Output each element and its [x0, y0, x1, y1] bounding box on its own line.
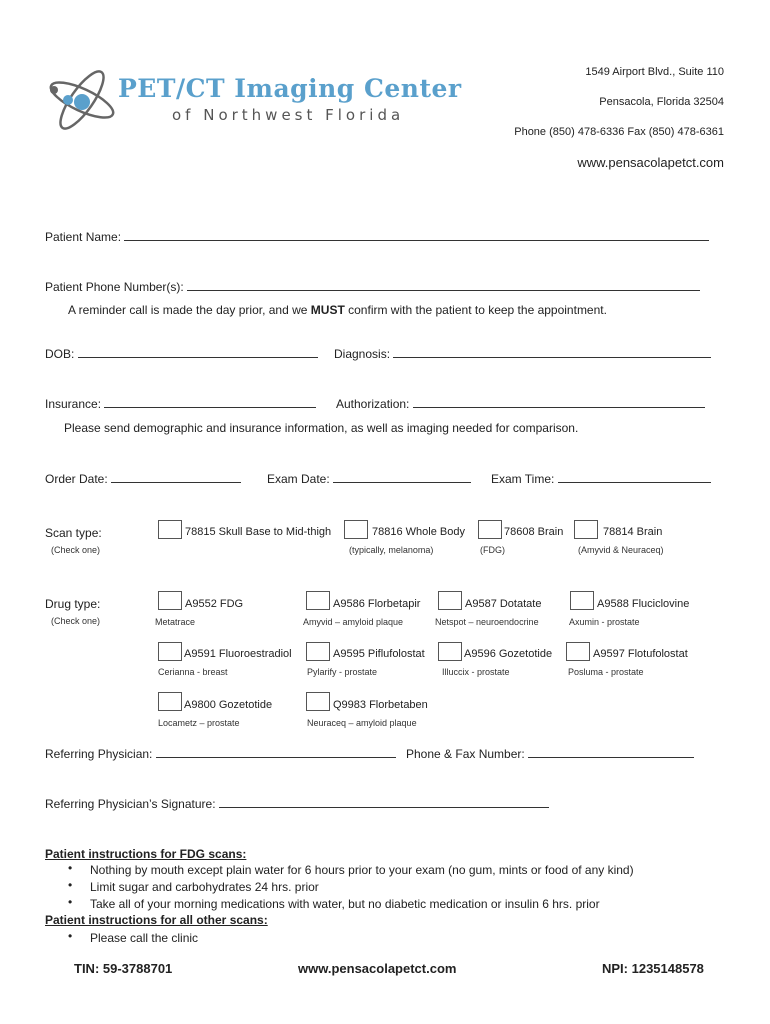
authorization-row: [336, 396, 705, 411]
insurance-row: [45, 396, 316, 411]
exam-time-label: Exam Time:: [491, 472, 555, 486]
brand-title: PET/CT Imaging Center: [118, 74, 462, 103]
drug-option-note: Posluma - prostate: [568, 667, 644, 677]
exam-date-row: [267, 471, 471, 486]
drug-option-note: Illuccix - prostate: [442, 667, 510, 677]
header-website: www.pensacolapetct.com: [577, 155, 724, 170]
drug-option-label: Q9983 Florbetaben: [333, 699, 428, 711]
dob-label: DOB:: [45, 347, 75, 361]
order-date-field[interactable]: [111, 471, 241, 483]
drug-option-label: A9595 Piflufolostat: [333, 648, 425, 660]
bullet-icon: •: [68, 929, 73, 943]
other-instruction-item: Please call the clinic: [90, 931, 199, 945]
drug-option-checkbox[interactable]: [306, 642, 330, 661]
authorization-field[interactable]: [413, 396, 705, 408]
logo: [44, 60, 462, 140]
scan-option-checkbox[interactable]: [574, 520, 598, 539]
scan-type-label: Scan type:: [45, 526, 102, 540]
patient-phone-label: Patient Phone Number(s):: [45, 280, 184, 294]
atom-logo-icon: [44, 60, 124, 140]
order-date-label: Order Date:: [45, 472, 108, 486]
diagnosis-row: [334, 346, 711, 361]
referring-physician-label: Referring Physician:: [45, 747, 153, 761]
fdg-instruction-item: Limit sugar and carbohydrates 24 hrs. prior: [90, 880, 319, 894]
reminder-note: A reminder call is made the day prior, and we MUST confirm with the patient to keep the appointment.: [68, 303, 607, 317]
exam-time-field[interactable]: [558, 471, 711, 483]
demographic-note: Please send demographic and insurance information, as well as imaging needed for comparison.: [64, 421, 579, 435]
bullet-icon: •: [68, 861, 73, 875]
authorization-label: Authorization:: [336, 397, 410, 411]
scan-option-label: 78814 Brain: [603, 526, 663, 538]
diagnosis-field[interactable]: [393, 346, 711, 358]
drug-option-label: A9588 Fluciclovine: [597, 598, 690, 610]
phone-fax-number-row: [406, 746, 694, 761]
footer-npi: NPI: 1235148578: [602, 961, 704, 976]
insurance-field[interactable]: [104, 396, 316, 408]
scan-option-checkbox[interactable]: [158, 520, 182, 539]
drug-option-label: A9552 FDG: [185, 598, 244, 610]
scan-option-checkbox[interactable]: [344, 520, 368, 539]
drug-type-label: Drug type:: [45, 597, 101, 611]
drug-option-note: Neuraceq – amyloid plaque: [307, 718, 417, 728]
patient-name-field[interactable]: [124, 229, 709, 241]
patient-phone-field[interactable]: [187, 279, 700, 291]
phone-fax-number-field[interactable]: [528, 746, 694, 758]
exam-date-field[interactable]: [333, 471, 471, 483]
drug-option-note: Cerianna - breast: [158, 667, 228, 677]
brand-subtitle: of Northwest Florida: [172, 106, 405, 124]
scan-option-note: (typically, melanoma): [349, 545, 434, 555]
insurance-label: Insurance:: [45, 397, 102, 411]
scan-option-label: 78608 Brain: [504, 526, 564, 538]
drug-option-checkbox[interactable]: [438, 591, 462, 610]
signature-label: Referring Physician’s Signature:: [45, 797, 216, 811]
scan-option-note: (Amyvid & Neuraceq): [578, 545, 664, 555]
drug-option-label: A9587 Dotatate: [465, 598, 542, 610]
drug-option-note: Metatrace: [155, 617, 196, 627]
other-instructions-heading: Patient instructions for all other scans:: [45, 913, 268, 927]
drug-option-checkbox[interactable]: [438, 642, 462, 661]
drug-option-checkbox[interactable]: [566, 642, 590, 661]
drug-option-checkbox[interactable]: [158, 642, 182, 661]
drug-option-checkbox[interactable]: [158, 692, 182, 711]
drug-option-label: A9597 Flotufolostat: [593, 648, 688, 660]
fdg-instruction-item: Nothing by mouth except plain water for 6 hours prior to your exam (no gum, mints or food of any kind): [90, 863, 634, 877]
patient-phone-row: [45, 279, 700, 294]
drug-option-checkbox[interactable]: [306, 692, 330, 711]
signature-field[interactable]: [219, 796, 549, 808]
fdg-instruction-item: Take all of your morning medications with water, but no diabetic medication or insulin 6 hrs. prior: [90, 897, 600, 911]
drug-option-label: A9596 Gozetotide: [464, 648, 553, 660]
fdg-instructions-heading: Patient instructions for FDG scans:: [45, 847, 247, 861]
order-date-row: [45, 471, 241, 486]
signature-row: [45, 796, 549, 811]
address-line-2: Pensacola, Florida 32504: [599, 96, 724, 108]
drug-option-label: A9800 Gozetotide: [184, 699, 273, 711]
drug-option-checkbox[interactable]: [570, 591, 594, 610]
dob-row: [45, 346, 318, 361]
drug-option-note: Amyvid – amyloid plaque: [303, 617, 404, 627]
dob-field[interactable]: [78, 346, 318, 358]
footer-website: www.pensacolapetct.com: [298, 961, 457, 976]
address-line-1: 1549 Airport Blvd., Suite 110: [585, 66, 724, 78]
scan-option-label: 78815 Skull Base to Mid-thigh: [185, 526, 332, 538]
drug-type-hint: (Check one): [51, 616, 101, 626]
drug-option-checkbox[interactable]: [306, 591, 330, 610]
bullet-icon: •: [68, 878, 73, 892]
exam-time-row: [491, 471, 711, 486]
scan-type-hint: (Check one): [51, 545, 101, 555]
scan-option-label: 78816 Whole Body: [372, 526, 465, 538]
drug-option-note: Locametz – prostate: [158, 718, 240, 728]
phone-fax: Phone (850) 478-6336 Fax (850) 478-6361: [514, 126, 724, 138]
scan-option-note: (FDG): [480, 545, 505, 555]
exam-date-label: Exam Date:: [267, 472, 330, 486]
drug-option-note: Pylarify - prostate: [307, 667, 378, 677]
footer-tin: TIN: 59-3788701: [74, 961, 173, 976]
patient-name-row: [45, 229, 709, 244]
drug-option-label: A9591 Fluoroestradiol: [184, 648, 292, 660]
bullet-icon: •: [68, 895, 73, 909]
phone-fax-number-label: Phone & Fax Number:: [406, 747, 525, 761]
patient-name-label: Patient Name:: [45, 230, 122, 244]
referring-physician-row: [45, 746, 396, 761]
diagnosis-label: Diagnosis:: [334, 347, 391, 361]
scan-option-checkbox[interactable]: [478, 520, 502, 539]
drug-option-label: A9586 Florbetapir: [333, 598, 421, 610]
drug-option-note: Netspot – neuroendocrine: [435, 617, 539, 627]
drug-option-checkbox[interactable]: [158, 591, 182, 610]
drug-option-note: Axumin - prostate: [569, 617, 640, 627]
referring-physician-field[interactable]: [156, 746, 396, 758]
